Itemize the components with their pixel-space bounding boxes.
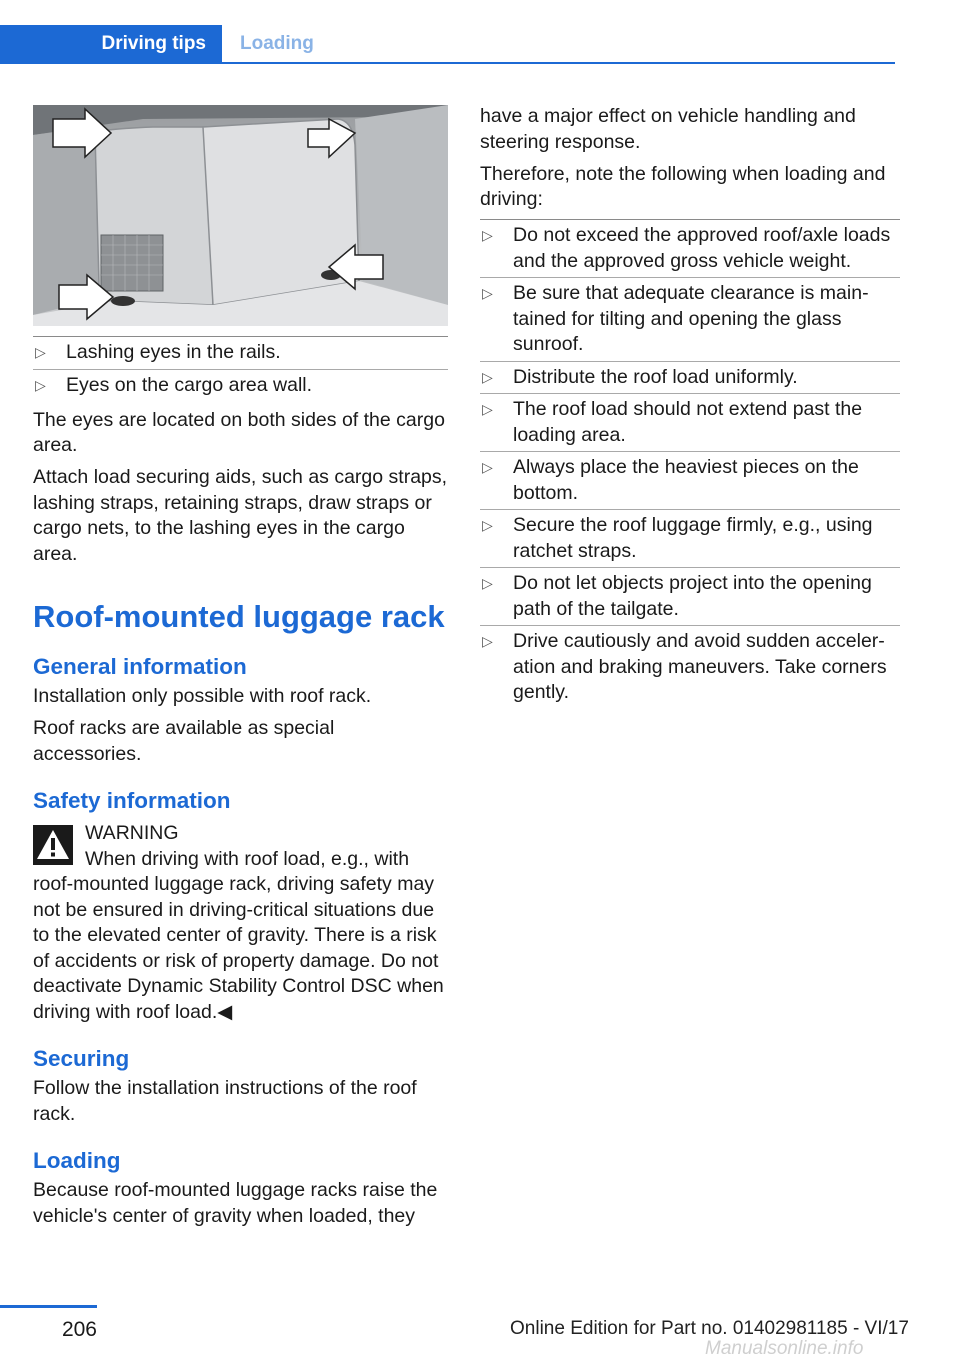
paragraph: have a major effect on vehicle handling and steering response. xyxy=(480,105,856,153)
warning-block xyxy=(33,821,448,1025)
list-item xyxy=(480,567,900,625)
triangle-bullet-icon: ▷ xyxy=(482,401,493,417)
tab-loading[interactable]: Loading xyxy=(240,33,314,54)
general-information-heading: General information xyxy=(33,654,247,679)
warning-title: WARNING xyxy=(85,822,179,844)
triangle-bullet-icon: ▷ xyxy=(482,368,493,385)
list-item xyxy=(480,277,900,361)
paragraph: The eyes are located on both sides of the cargo area. xyxy=(33,408,445,456)
paragraph: Roof racks are available as special accessories. xyxy=(33,717,335,765)
header-tab-bar xyxy=(0,25,895,64)
triangle-bullet-icon: ▷ xyxy=(482,459,493,475)
lashing-eyes-list xyxy=(33,336,448,401)
list-item xyxy=(480,219,900,277)
list-item-text: Secure the roof luggage firmly, e.g., using ratchet straps. xyxy=(513,514,873,562)
list-item xyxy=(480,393,900,451)
list-item xyxy=(480,451,900,509)
safety-information-heading: Safety information xyxy=(33,788,231,813)
triangle-bullet-icon: ▷ xyxy=(482,285,493,301)
paragraph: Follow the installation instructions of the roof rack. xyxy=(33,1077,417,1125)
warning-text: When driving with roof load, e.g., with roof-mounted luggage rack, driving safety may not be ensured in driving-critical situations due to the elevated center of gravity. There is a risk of accidents or risk of property damage. Do not deactivate Dynamic Stability Control DSC when driving with roof load.◀ xyxy=(33,847,444,1023)
tab-driving-tips[interactable]: Driving tips xyxy=(0,25,222,62)
watermark: Manualsonline.info xyxy=(705,1338,864,1359)
paragraph: Attach load securing aids, such as cargo straps, lashing straps, retaining straps, draw straps or cargo nets, to the lashing eyes in the cargo area. xyxy=(33,466,448,565)
securing-heading: Securing xyxy=(33,1046,130,1071)
list-item xyxy=(33,369,448,402)
warning-triangle-icon xyxy=(33,825,73,865)
edition-footer: Online Edition for Part no. 01402981185 - VI/17 xyxy=(510,1318,909,1339)
list-item-text: Do not let objects project into the opening path of the tailgate. xyxy=(513,572,872,620)
list-item xyxy=(480,509,900,567)
loading-heading: Loading xyxy=(33,1148,121,1173)
right-column xyxy=(480,104,900,715)
cargo-area-illustration xyxy=(33,105,448,326)
paragraph: Therefore, note the following when loading and driving: xyxy=(480,162,886,210)
list-item xyxy=(480,625,900,709)
cargo-area-figure xyxy=(33,105,448,326)
page-number: 206 xyxy=(0,1305,97,1342)
paragraph: Because roof-mounted luggage racks raise the vehicle's center of gravity when loaded, they xyxy=(33,1179,438,1227)
list-item-text: Always place the heaviest pieces on the bottom. xyxy=(513,456,859,504)
list-item-text: Drive cautiously and avoid sudden acceleration and braking maneuvers. Take corners gently. xyxy=(513,630,887,703)
list-item-text: Be sure that adequate clearance is maintained for tilting and opening the glass sunroof. xyxy=(513,282,869,355)
list-item xyxy=(480,361,900,394)
list-item-text: The roof load should not extend past the loading area. xyxy=(513,398,863,446)
list-item-text: Eyes on the cargo area wall. xyxy=(66,373,313,396)
left-column xyxy=(33,105,448,1236)
triangle-bullet-icon: ▷ xyxy=(35,376,46,393)
section-title: Roof-mounted luggage rack xyxy=(33,599,445,634)
triangle-bullet-icon: ▷ xyxy=(482,575,493,591)
list-item xyxy=(33,336,448,369)
list-item-text: Distribute the roof load uniformly. xyxy=(513,365,798,388)
triangle-bullet-icon: ▷ xyxy=(35,344,46,360)
loading-tips-list xyxy=(480,219,900,709)
paragraph: Installation only possible with roof rack. xyxy=(33,685,372,707)
triangle-bullet-icon: ▷ xyxy=(482,633,493,649)
triangle-bullet-icon: ▷ xyxy=(482,517,493,533)
list-item-text: Lashing eyes in the rails. xyxy=(66,341,281,363)
list-item-text: Do not exceed the approved roof/axle loads and the approved gross vehicle weight. xyxy=(513,224,891,272)
triangle-bullet-icon: ▷ xyxy=(482,227,493,243)
